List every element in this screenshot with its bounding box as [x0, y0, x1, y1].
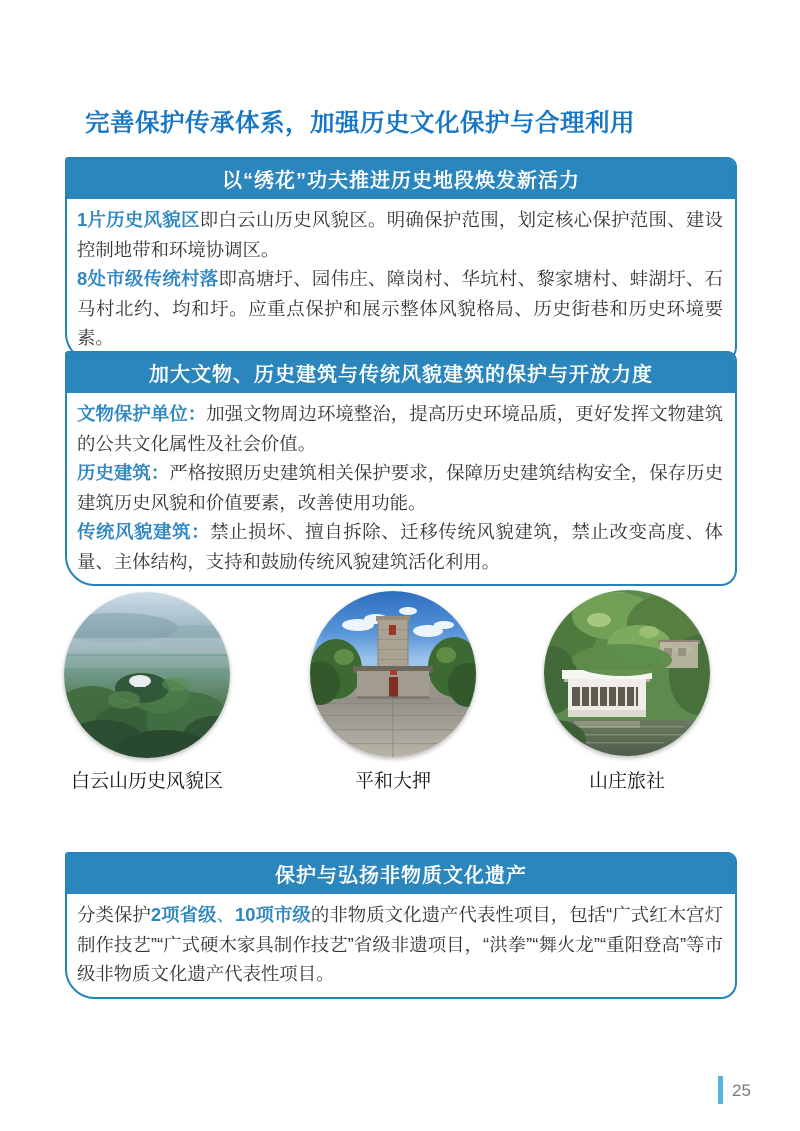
paragraph-text: 的非物质文化遗产代表性项目，包括“广式红木宫灯制作技艺”“广式硬木家具制作技艺”省级非遗项目，“洪拳”“舞火龙”“重阳登高”等市级非物质文化遗产代表性项目。: [77, 904, 723, 984]
hilltop-building: [129, 675, 151, 687]
paragraph-lead: 8处市级传统村落: [77, 268, 219, 289]
page-title: 完善保护传承体系，加强历史文化保护与合理利用: [85, 110, 635, 137]
paragraph-traditional-villages: [77, 264, 723, 353]
section-heritage-buildings-body: [67, 393, 735, 584]
section-heritage-buildings: [65, 351, 737, 586]
baiyunshan-aerial-image: [64, 592, 230, 758]
paragraph-text: 加强文物周边环境整治，提高历史环境品质，更好发挥文物建筑的公共文化属性及社会价值。: [77, 403, 723, 454]
paragraph-lead: 历史建筑：: [77, 462, 170, 483]
page-number: 25: [732, 1081, 751, 1100]
photo-caption-shanzhuang: 山庄旅社: [588, 771, 665, 792]
hanging-branches: [572, 644, 672, 676]
pinghe-tower-image: [310, 591, 476, 757]
red-plaque: [389, 625, 396, 635]
footer-accent-bar: [718, 1076, 723, 1104]
paragraph-historic-area: [77, 205, 723, 264]
photo-shanzhuang-hostel: [544, 590, 710, 756]
paragraph-lead: 文物保护单位：: [77, 403, 207, 424]
paragraph-traditional-style-buildings: [77, 517, 723, 576]
section-intangible-heritage-body: [67, 894, 735, 997]
paragraph-lead: 1片历史风貌区: [77, 209, 200, 230]
pond: [544, 720, 710, 756]
paragraph-text: 即高塘圩、园伟庄、障岗村、华坑村、黎家塘村、蚌湖圩、石马村北约、均和圩。应重点保护和展示整体风貌格局、历史街巷和历史环境要素。: [77, 268, 723, 348]
paragraph-text: 禁止损坏、擅自拆除、迁移传统风貌建筑，禁止改变高度、体量、主体结构，支持和鼓励传统风貌建筑活化利用。: [77, 521, 723, 572]
photo-caption-pinghe: 平和大押: [354, 771, 431, 792]
paragraph-text: 分类保护: [77, 904, 151, 925]
section-intangible-heritage-header: 保护与弘扬非物质文化遗产: [67, 854, 735, 894]
paragraph-historic-buildings: [77, 458, 723, 517]
photo-pinghe-pawnshop: [310, 591, 476, 757]
red-door: [389, 677, 398, 697]
white-pavilion: [562, 670, 652, 717]
section-historic-districts-body: [67, 199, 735, 361]
watchtower: [376, 616, 410, 669]
accent-separator: 、: [216, 904, 235, 925]
paragraph-protected-units: [77, 399, 723, 458]
paragraph-lead: 传统风貌建筑：: [77, 521, 211, 542]
accent-provincial-count: 2项省级: [150, 904, 217, 925]
shanzhuang-pavilion-image: [544, 590, 710, 756]
section-historic-districts: [65, 157, 737, 363]
accent-municipal-count: 10项市级: [234, 904, 311, 925]
paragraph-text: 严格按照历史建筑相关保护要求，保障历史建筑结构安全，保存历史建筑历史风貌和价值要素，改善使用功能。: [77, 462, 723, 513]
section-intangible-heritage: [65, 852, 737, 999]
paragraph-text: 即白云山历史风貌区。明确保护范围，划定核心保护范围、建设控制地带和环境协调区。: [77, 209, 723, 260]
front-hall: [353, 666, 433, 699]
photo-baiyunshan: [64, 592, 230, 758]
photo-caption-baiyunshan: 白云山历史风貌区: [70, 771, 223, 792]
section-heritage-buildings-header: 加大文物、历史建筑与传统风貌建筑的保护与开放力度: [67, 353, 735, 393]
paragraph-intangible-heritage: [77, 900, 723, 989]
section-historic-districts-header: 以“绣花”功夫推进历史地段焕发新活力: [67, 159, 735, 199]
